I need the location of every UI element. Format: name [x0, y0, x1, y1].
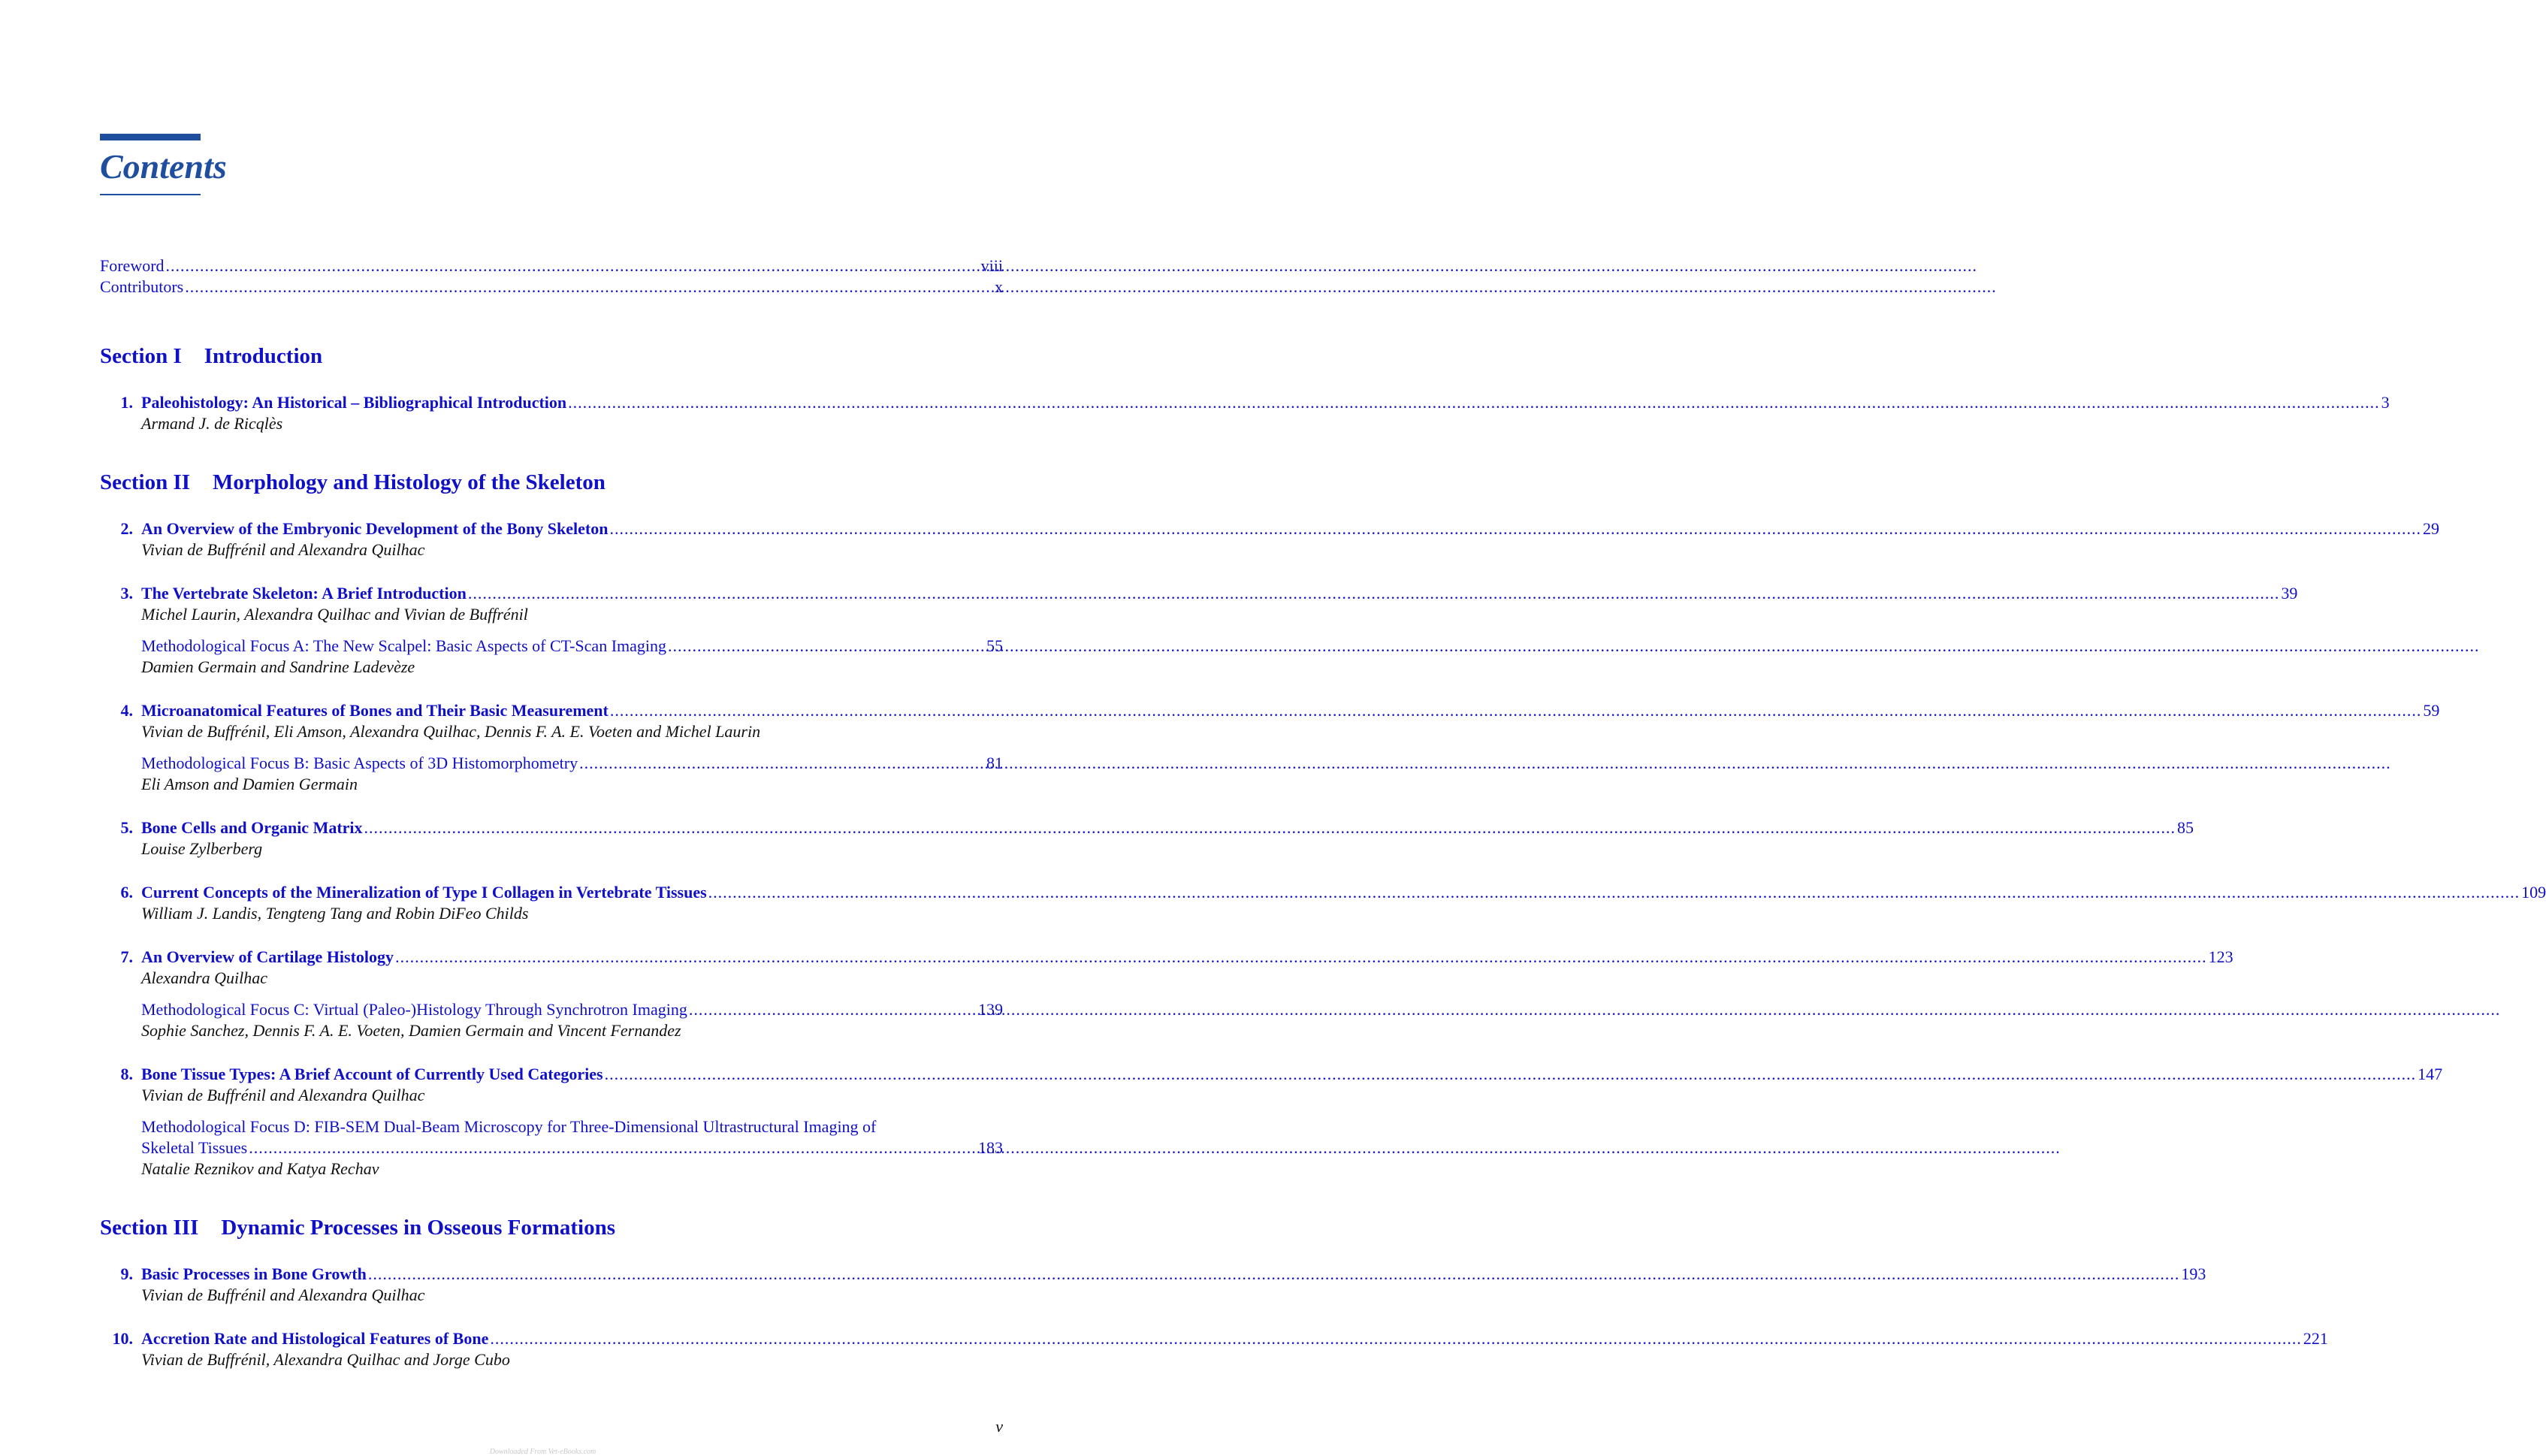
- front-matter-entry[interactable]: [100, 255, 1003, 276]
- methodological-focus-entry: [100, 636, 1003, 678]
- dot-leader: [468, 583, 2280, 604]
- focus-row[interactable]: [141, 636, 1003, 657]
- toc-section: [100, 1214, 2328, 1370]
- chapter-title[interactable]: An Overview of Cartilage Histology: [141, 947, 394, 966]
- dot-leader: [579, 753, 985, 774]
- chapter-title[interactable]: Microanatomical Features of Bones and Their Basic Measurement: [141, 701, 609, 720]
- dot-leader: [609, 518, 2421, 539]
- chapter-body: [133, 583, 2297, 604]
- chapter-body: [133, 518, 2439, 539]
- chapter-body: [133, 700, 2439, 721]
- chapter-body: [133, 1328, 2328, 1349]
- chapter-page: 29: [2422, 519, 2439, 538]
- sections-list: [100, 343, 2546, 1370]
- chapter-number: 4.: [120, 701, 133, 720]
- dot-leader: [668, 636, 985, 657]
- focus-authors: Sophie Sanchez, Dennis F. A. E. Voeten, Damien Germain and Vincent Fernandez: [141, 1021, 681, 1040]
- dot-leader: [364, 817, 2176, 838]
- chapter-page: 3: [2381, 393, 2390, 412]
- chapter-row[interactable]: [100, 583, 2298, 604]
- focus-title-line[interactable]: Methodological Focus D: FIB-SEM Dual-Beam Microscopy for Three-Dimensional Ultrastructural Imaging of: [141, 1117, 877, 1136]
- dot-leader: [395, 947, 2207, 968]
- focus-page: 183: [978, 1138, 1003, 1157]
- chapter-authors: Vivian de Buffrénil, Alexandra Quilhac and Jorge Cubo: [141, 1350, 510, 1369]
- chapter-title[interactable]: Accretion Rate and Histological Features of Bone: [141, 1329, 489, 1348]
- methodological-focus-entry: [100, 999, 1003, 1041]
- chapter-page: 193: [2181, 1264, 2206, 1283]
- chapter-entry: [100, 518, 2439, 560]
- chapter-authors: Vivian de Buffrénil and Alexandra Quilhac: [141, 1086, 425, 1104]
- page-number: v: [995, 1417, 1003, 1436]
- chapter-title[interactable]: Bone Cells and Organic Matrix: [141, 818, 363, 837]
- chapter-row[interactable]: [100, 1064, 2443, 1085]
- chapter-title[interactable]: Bone Tissue Types: A Brief Account of Currently Used Categories: [141, 1065, 603, 1083]
- chapter-title[interactable]: The Vertebrate Skeleton: A Brief Introduction: [141, 584, 467, 603]
- watermark: Downloaded From Vet-eBooks.com: [489, 1448, 596, 1456]
- chapter-authors: Vivian de Buffrénil and Alexandra Quilhac: [141, 540, 425, 559]
- section-heading[interactable]: [100, 1214, 1003, 1241]
- toc-section: [100, 343, 2390, 434]
- section-label: Section II: [100, 470, 191, 494]
- section-title: Dynamic Processes in Osseous Formations: [221, 1216, 615, 1240]
- page-title: Contents: [100, 147, 227, 186]
- chapter-entry: [100, 947, 2233, 1041]
- dot-leader: [605, 1064, 2417, 1085]
- chapter-number: 8.: [120, 1065, 133, 1083]
- dot-leader: [185, 276, 993, 298]
- title-underline: [100, 194, 201, 195]
- section-heading[interactable]: [100, 343, 1003, 370]
- dot-leader: [490, 1328, 2302, 1349]
- chapter-authors: Vivian de Buffrénil, Eli Amson, Alexandra Quilhac, Dennis F. A. E. Voeten and Michel Laurin: [141, 722, 761, 741]
- focus-authors: Damien Germain and Sandrine Ladevèze: [141, 657, 415, 676]
- chapter-entry: [100, 1328, 2328, 1370]
- chapter-title[interactable]: Paleohistology: An Historical – Bibliographical Introduction: [141, 393, 567, 412]
- chapter-row[interactable]: [100, 700, 2440, 721]
- focus-title[interactable]: Methodological Focus C: Virtual (Paleo-)Histology Through Synchrotron Imaging: [141, 1000, 687, 1019]
- chapter-entry: [100, 882, 2546, 924]
- chapter-page: 221: [2303, 1329, 2328, 1348]
- dot-leader: [568, 392, 2380, 413]
- section-heading[interactable]: [100, 469, 1003, 496]
- chapter-authors: Vivian de Buffrénil and Alexandra Quilhac: [141, 1285, 425, 1304]
- chapter-page: 123: [2208, 947, 2233, 966]
- chapter-number: 2.: [120, 519, 133, 538]
- dot-leader: [689, 999, 977, 1020]
- chapter-entry: [100, 583, 2298, 678]
- chapter-number: 1.: [120, 393, 133, 412]
- dot-leader: [368, 1264, 2180, 1285]
- chapter-authors: Armand J. de Ricqlès: [141, 414, 283, 433]
- chapter-body: [133, 392, 2390, 413]
- chapter-row[interactable]: [100, 392, 2390, 413]
- chapter-body: [133, 882, 2546, 903]
- focus-row[interactable]: [141, 753, 1003, 774]
- chapter-page: 147: [2418, 1065, 2443, 1083]
- chapter-number: 3.: [120, 584, 133, 603]
- chapter-number: 7.: [120, 947, 133, 966]
- chapter-title[interactable]: Basic Processes in Bone Growth: [141, 1264, 367, 1283]
- chapter-number: 6.: [120, 883, 133, 902]
- chapter-row[interactable]: [100, 1264, 2206, 1285]
- chapter-entry: [100, 700, 2440, 795]
- section-label: Section I: [100, 344, 182, 368]
- focus-row[interactable]: [141, 999, 1003, 1020]
- focus-row[interactable]: [141, 1137, 1003, 1158]
- chapter-body: [133, 1264, 2206, 1285]
- front-matter-list: [100, 255, 1003, 298]
- focus-page: 55: [986, 636, 1003, 655]
- chapter-authors: William J. Landis, Tengteng Tang and Robin DiFeo Childs: [141, 904, 529, 923]
- focus-title[interactable]: Skeletal Tissues: [141, 1138, 248, 1157]
- section-label: Section III: [100, 1216, 199, 1240]
- chapter-row[interactable]: [100, 1328, 2328, 1349]
- chapter-authors: Michel Laurin, Alexandra Quilhac and Vivian de Buffrénil: [141, 605, 528, 624]
- chapter-authors: Alexandra Quilhac: [141, 968, 268, 987]
- focus-authors: Eli Amson and Damien Germain: [141, 775, 358, 793]
- chapter-entry: [100, 817, 2194, 859]
- chapter-row[interactable]: [100, 817, 2194, 838]
- chapter-row[interactable]: [100, 518, 2439, 539]
- title-accent-bar: [100, 134, 201, 140]
- chapter-page: 85: [2177, 818, 2194, 837]
- chapter-title[interactable]: An Overview of the Embryonic Development of the Bony Skeleton: [141, 519, 609, 538]
- chapter-row[interactable]: [100, 947, 2233, 968]
- chapter-page: 39: [2281, 584, 2298, 603]
- entry-title[interactable]: Foreword: [100, 256, 165, 275]
- dot-leader: [249, 1137, 977, 1158]
- dot-leader: [610, 700, 2422, 721]
- focus-title[interactable]: Methodological Focus A: The New Scalpel: Basic Aspects of CT-Scan Imaging: [141, 636, 667, 655]
- chapter-number: 5.: [120, 818, 133, 837]
- section-title: Introduction: [204, 344, 323, 368]
- chapter-number: 9.: [120, 1264, 133, 1283]
- chapter-entry: [100, 1064, 2443, 1180]
- focus-authors: Natalie Reznikov and Katya Rechav: [141, 1159, 379, 1178]
- chapter-body: [133, 817, 2194, 838]
- focus-page: 139: [978, 1000, 1003, 1019]
- focus-title[interactable]: Methodological Focus B: Basic Aspects of 3D Histomorphometry: [141, 754, 578, 772]
- front-matter-entry[interactable]: [100, 276, 1003, 298]
- entry-page: x: [995, 277, 1003, 296]
- methodological-focus-entry: [100, 753, 1003, 795]
- chapter-body: [133, 1064, 2442, 1085]
- chapter-title[interactable]: Current Concepts of the Mineralization of Type I Collagen in Vertebrate Tissues: [141, 883, 707, 902]
- toc-section: [100, 469, 2546, 1180]
- chapter-row[interactable]: [100, 882, 2546, 903]
- chapter-entry: [100, 392, 2390, 434]
- methodological-focus-entry: [100, 1116, 1003, 1180]
- chapter-page: 59: [2423, 701, 2440, 720]
- focus-page: 81: [986, 754, 1003, 772]
- chapter-authors: Louise Zylberberg: [141, 839, 263, 858]
- dot-leader: [708, 882, 2520, 903]
- chapter-number: 10.: [112, 1329, 133, 1348]
- table-of-contents: [100, 255, 2546, 1405]
- chapter-entry: [100, 1264, 2206, 1306]
- entry-page: viii: [980, 256, 1003, 275]
- chapter-page: 109: [2521, 883, 2546, 902]
- entry-title[interactable]: Contributors: [100, 277, 184, 296]
- dot-leader: [166, 255, 980, 276]
- chapter-body: [133, 947, 2233, 968]
- section-title: Morphology and Histology of the Skeleton: [213, 470, 606, 494]
